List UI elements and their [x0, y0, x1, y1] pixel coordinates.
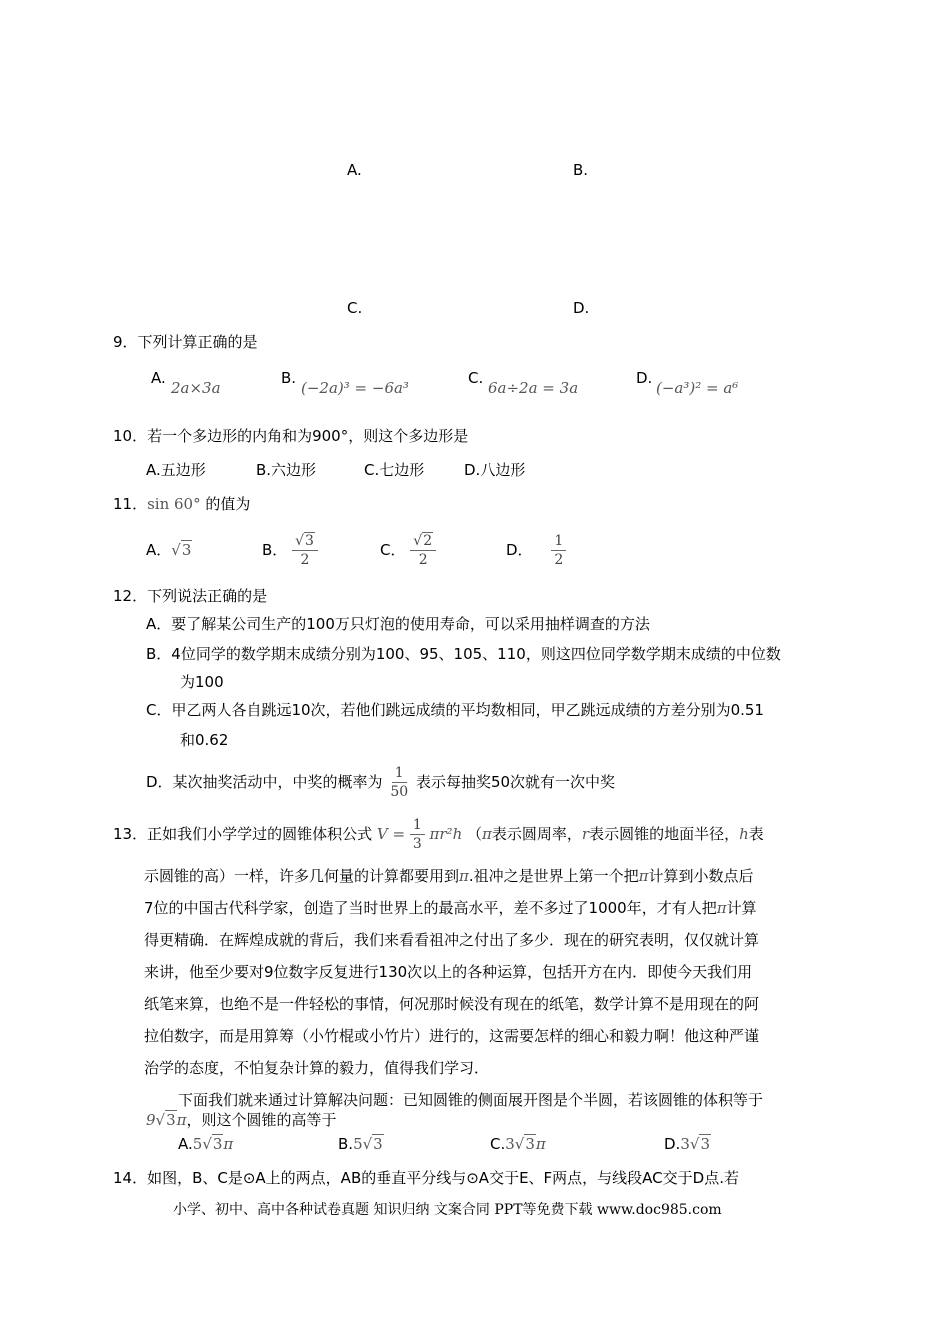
q11-option-c-fraction: $\frac{√2}{2}$ — [410, 532, 436, 569]
q13-line1: 13．正如我们小学学过的圆锥体积公式 V = $\frac{1}{3}$ πr²h （π表示圆周率，r表示圆锥的地面半径，h表 — [113, 817, 764, 852]
q13-option-d-label: D. — [664, 1135, 681, 1153]
figure-option-b-label: B. — [573, 161, 589, 179]
q13-option-c-coef: 3 — [505, 1135, 515, 1153]
q11-option-b-numerator: 3 — [305, 533, 314, 549]
q12-option-c-line1: C．甲乙两人各自跳远10次，若他们跳远成绩的平均数相同，甲乙跳远成绩的方差分别为0.51 — [146, 701, 764, 719]
q11-option-b-label: B． — [262, 541, 288, 559]
q13-h-symbol: h — [739, 825, 749, 843]
q11-stem-tail: 的值为 — [200, 495, 251, 513]
q13-r-description: 表示圆锥的地面半径， — [589, 825, 740, 843]
q12-option-d-text-pre: D．某次抽奖活动中，中奖的概率为 — [146, 773, 383, 791]
q13-option-a-coef: 5 — [192, 1135, 203, 1153]
q13-option-b-coef: 5 — [353, 1135, 363, 1153]
q13-option-a-pi: π — [223, 1135, 234, 1153]
q12-option-c-line2: 和0.62 — [180, 731, 229, 749]
q13-line2-part3: 计算到小数点后 — [648, 867, 754, 885]
q13-pi-symbol-2: π — [459, 867, 469, 885]
q13-option-c-radicand: 3 — [525, 1135, 535, 1153]
q13-line10-text: ，则这个圆锥的高等于 — [186, 1111, 337, 1129]
q13-option-d: D.3√3 — [664, 1135, 710, 1153]
q12-option-d-text-post: 表示每抽奖50次就有一次中奖 — [415, 773, 616, 791]
q13-volume-pi: π — [176, 1111, 187, 1129]
q11-option-a-label: A． — [146, 541, 172, 559]
q11-option-d-denominator: 2 — [554, 552, 564, 568]
q13-option-c-label: C. — [490, 1135, 506, 1153]
q13-line10: 9√3π，则这个圆锥的高等于 — [146, 1111, 337, 1129]
q13-line4: 得更精确．在辉煌成就的背后，我们来看看祖冲之付出了多少．现在的研究表明，仅仅就计算 — [144, 931, 760, 949]
q13-r-symbol: r — [581, 825, 590, 843]
q12-option-d — [146, 760, 615, 804]
q9-option-d-expr: (−a³)² = a⁶ — [656, 379, 739, 397]
q13-option-d-coef: 3 — [680, 1135, 690, 1153]
q13-pi-symbol: π — [482, 825, 492, 843]
q9-stem: 9．下列计算正确的是 — [113, 333, 258, 351]
q10-stem: 10．若一个多边形的内角和为900°，则这个多边形是 — [113, 427, 469, 445]
q13-option-b-label: B. — [338, 1135, 354, 1153]
q13-option-a-radicand: 3 — [212, 1135, 223, 1153]
q12-option-d-denominator: 50 — [390, 784, 409, 800]
q12-option-b-line2: 为100 — [180, 673, 224, 691]
page-footer: 小学、初中、高中各种试卷真题 知识归纳 文案合同 PPT等免费下载 www.doc985.com — [173, 1202, 722, 1218]
q11-option-b-denominator: 2 — [300, 552, 310, 568]
q11-option-b — [262, 528, 318, 572]
q9-option-d-label: D. — [636, 369, 653, 387]
figure-option-c-label: C. — [347, 299, 363, 317]
q13-line2-part1: 示圆锥的高）一样，许多几何量的计算都要用到 — [144, 867, 460, 885]
q13-line2 — [144, 866, 754, 886]
q13-formula-lhs: V = — [376, 825, 406, 843]
q13-pi-description: 表示圆周率， — [491, 825, 582, 843]
q10-option-d: D.八边形 — [464, 461, 526, 479]
q13-line2-part2: .祖冲之是世界上第一个把 — [468, 867, 639, 885]
q12-option-d-fraction — [387, 764, 411, 801]
q13-option-d-radicand: 3 — [700, 1135, 710, 1153]
q11-option-d — [506, 528, 566, 572]
q11-expression: sin 60° — [147, 495, 201, 513]
q13-formula-denominator: 3 — [412, 836, 422, 852]
q13-line9: 下面我们就来通过计算解决问题：已知圆锥的侧面展开图是个半圆，若该圆锥的体积等于 — [178, 1091, 764, 1109]
q14-line1: 14．如图，B、C是⊙A上的两点，AB的垂直平分线与⊙A交于E、F两点，与线段AC交于D点.若 — [113, 1169, 739, 1187]
q11-option-d-label: D． — [506, 541, 533, 559]
q11-option-c — [380, 528, 436, 572]
q9-option-a-label: A. — [151, 369, 166, 387]
q12-stem: 12．下列说法正确的是 — [113, 587, 268, 605]
q13-formula-fraction — [410, 816, 425, 853]
q12-option-a: A．要了解某公司生产的100万只灯泡的使用寿命，可以采用抽样调查的方法 — [146, 615, 650, 633]
figure-option-d-label: D. — [573, 299, 590, 317]
q13-option-a-label: A. — [178, 1135, 193, 1153]
q9-option-b-label: B. — [281, 369, 297, 387]
q13-pi-symbol-3: π — [638, 867, 649, 885]
q13-option-b: B.5√3 — [338, 1135, 383, 1153]
q13-line7: 拉伯数字，而是用算筹（小竹棍或小竹片）进行的，这需要怎样的细心和毅力啊！他这种严谨 — [144, 1027, 760, 1045]
q13-intro: 13．正如我们小学学过的圆锥体积公式 — [113, 825, 373, 843]
q11-option-c-denominator: 2 — [418, 552, 428, 568]
q12-option-b-line1: B．4位同学的数学期末成绩分别为100、95、105、110，则这四位同学数学期末成绩的中位数 — [146, 645, 781, 663]
q13-volume-coefficient: 9 — [146, 1111, 156, 1129]
q13-option-a: A.5√3π — [178, 1135, 234, 1153]
q13-line3-part2: 计算 — [726, 899, 757, 917]
q9-option-c-expr: 6a÷2a = 3a — [488, 379, 579, 397]
q11-option-c-numerator: 2 — [423, 533, 433, 549]
q10-option-b: B.六边形 — [256, 461, 317, 479]
q13-line8: 治学的态度，不怕复杂计算的毅力，值得我们学习． — [144, 1059, 490, 1077]
q11-option-d-numerator: 1 — [551, 532, 566, 551]
q10-option-c: C.七边形 — [364, 461, 425, 479]
q11-stem — [113, 494, 250, 514]
q13-line3 — [144, 898, 757, 918]
q11-option-c-label: C． — [380, 541, 406, 559]
q11-option-a: A．√3 — [146, 541, 192, 559]
q13-formula-numerator: 1 — [410, 816, 425, 835]
q13-volume-radicand: 3 — [166, 1111, 176, 1129]
q13-option-c: C.3√3π — [490, 1135, 546, 1153]
q13-pi-symbol-4: π — [716, 899, 727, 917]
q13-option-b-radicand: 3 — [373, 1135, 383, 1153]
q13-h-description: 表 — [748, 825, 764, 843]
q9-option-c-label: C. — [468, 369, 484, 387]
q9-option-a-expr: 2a×3a — [171, 379, 221, 397]
q13-formula-rhs: πr²h — [429, 825, 463, 843]
q13-line5: 来讲，他至少要对9位数字反复进行130次以上的各种运算，包括开方在内．即使今天我们用 — [144, 963, 753, 981]
figure-option-a-label: A. — [347, 161, 362, 179]
q13-option-c-pi: π — [535, 1135, 546, 1153]
q9-option-b-expr: (−2a)³ = −6a³ — [301, 379, 409, 397]
q11-option-d-fraction — [551, 532, 566, 569]
q13-line3-part1: 7位的中国古代科学家，创造了当时世界上的最高水平，差不多过了1000年，才有人把 — [144, 899, 717, 917]
q12-option-d-numerator: 1 — [392, 764, 407, 783]
q11-option-b-fraction: $\frac{√3}{2}$ — [292, 532, 318, 569]
q10-option-a: A.五边形 — [146, 461, 206, 479]
q11-option-a-value: 3 — [181, 541, 192, 559]
q13-line6: 纸笔来算，也绝不是一件轻松的事情，何况那时候没有现在的纸笔，数学计算不是用现在的阿 — [144, 995, 760, 1013]
q11-number: 11． — [113, 495, 148, 513]
